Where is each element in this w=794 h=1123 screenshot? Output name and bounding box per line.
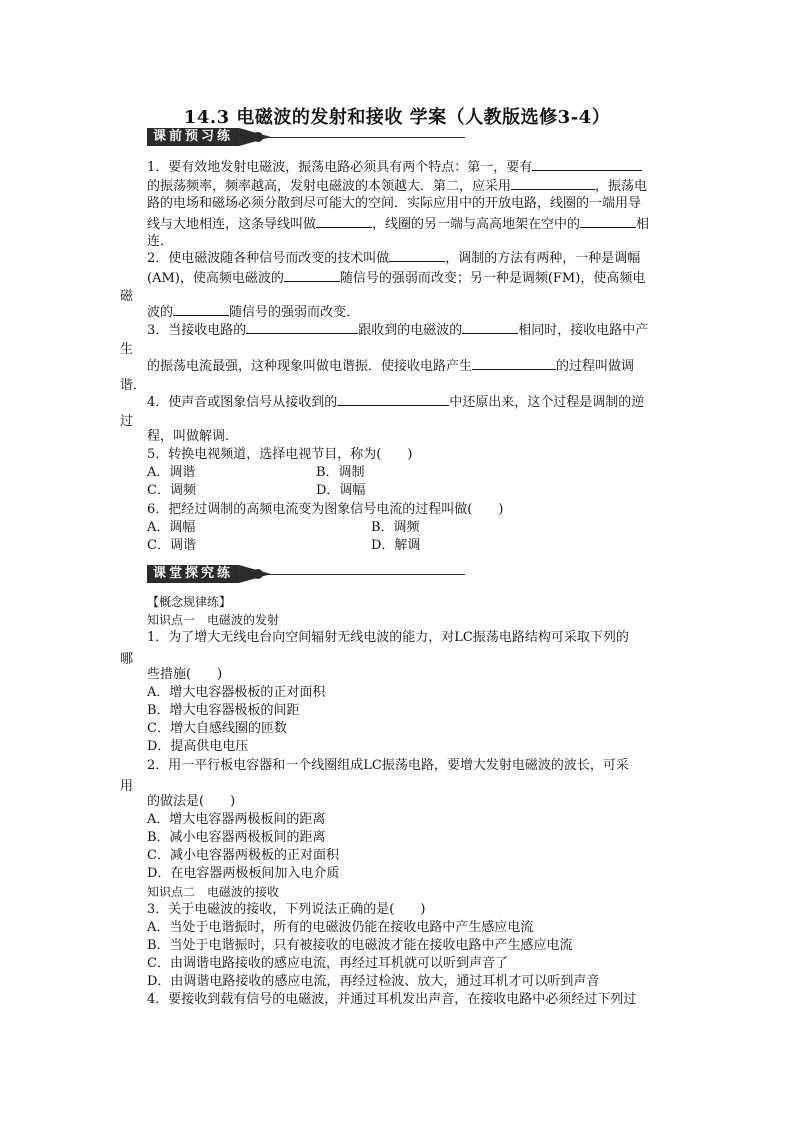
option-d: D．由调谐电路接收的感应电流，再经过检波、放大，通过耳机才可以听到声音 [147,974,600,989]
text-line [147,392,644,412]
wrapped-char: 磁 [120,289,134,304]
section-arrow [239,565,271,583]
text-line [147,356,634,376]
section-label: 课前预习练 [147,128,239,146]
option-c: C．调频 [147,483,196,498]
text-line: 连． [147,234,174,249]
option-a: A．当处于电谐振时，所有的电磁波仍能在接收电路中产生感应电流 [147,920,534,935]
text: 3．当接收电路的 [147,323,247,338]
text: 的过程叫做调 [556,359,635,374]
text-line [147,176,647,196]
option-b: B．减小电容器两极板间的距离 [147,830,326,845]
option-b: B．当处于电谐振时，只有被接收的电磁波才能在接收电路中产生感应电流 [147,938,573,953]
section-header-pre-class [147,128,465,146]
text: 中还原出来，这个过程是调制的逆 [449,395,645,410]
text: 线与大地相连，这条导线叫做 [147,217,317,232]
text-line [147,248,640,268]
option-a: A．增大电容器极板的正对面积 [147,685,326,700]
answer-blank [389,248,445,262]
question-3: 3．关于电磁波的接收，下列说法正确的是( ) [147,902,426,917]
option-b: B．增大电容器极板的间距 [147,703,300,718]
section-rule [265,574,465,575]
section-arrow [239,128,271,146]
option-a: A．调谐 [147,465,196,480]
text-line: 些措施( ) [147,667,223,682]
answer-blank [284,268,340,282]
text: 4．使声音或图象信号从接收到的 [147,395,338,410]
option-d: D．在电容器两极板间加入电介质 [147,866,340,881]
text-line: 的做法是( ) [147,794,236,809]
question-1: 1．为了增大无线电台向空间辐射无线电波的能力，对LC振荡电路结构可采取下列的 [147,630,629,645]
answer-blank [173,302,229,316]
subheading: 【概念规律练】 [147,595,232,609]
question-4: 4．要接收到载有信号的电磁波，并通过耳机发出声音，在接收电路中必须经过下列过 [147,992,637,1007]
option-c: C．由调谐电路接收的感应电流，再经过耳机就可以听到声音了 [147,956,508,971]
wrapped-char: 哪 [120,652,134,667]
text-line [147,320,648,340]
answer-blank [472,356,556,370]
answer-blank [337,392,449,406]
wrapped-char: 用 [120,779,134,794]
text: 1．要有效地发射电磁波，振荡电路必须具有两个特点：第一，要有 [147,160,533,175]
text-line [147,214,649,234]
question-2: 2．用一平行板电容器和一个线圈组成LC振荡电路，要增大发射电磁波的波长，可采 [147,758,629,773]
text: 相 [636,217,650,232]
text: ，振荡电 [595,179,648,194]
question-5: 5．转换电视频道，选择电视节目，称为( ) [147,447,413,462]
option-c: C．减小电容器两极板的正对面积 [147,848,339,863]
text: ，调制的方法有两种，一种是调幅 [445,251,641,266]
text-line [147,157,642,177]
text: 的振荡频率，频率越高，发射电磁波的本领越大．第二，应采用 [147,179,512,194]
text: (AM)，使高频电磁波的 [147,271,284,286]
section-rule [265,137,465,138]
section-label: 课堂探究练 [147,565,239,583]
option-d: D．解调 [371,538,421,553]
text: ，线圈的另一端与高高地架在空中的 [372,217,581,232]
option-c: C．调谐 [147,538,196,553]
section-header-in-class [147,565,465,583]
wrapped-char: 生 [120,342,134,357]
option-d: D．调幅 [316,483,366,498]
text: 相同时，接收电路中产 [518,323,649,338]
answer-blank [511,176,595,190]
option-a: A．增大电容器两极板间的距离 [147,812,326,827]
text: 随信号的强弱而改变． [229,305,360,320]
text: 2．使电磁波随各种信号而改变的技术叫做 [147,251,390,266]
text: 的振荡电流最强，这种现象叫做电谐振．使接收电路产生 [147,359,473,374]
wrapped-char: 过 [120,414,134,429]
text: 波的 [147,305,174,320]
knowledge-point-1: 知识点一 电磁波的发射 [147,613,280,627]
answer-blank [246,320,358,334]
question-6: 6．把经过调制的高频电流变为图象信号电流的过程叫做( ) [147,502,504,517]
answer-blank [462,320,518,334]
answer-blank [316,214,372,228]
answer-blank [580,214,636,228]
text-line: 路的电场和磁场必须分散到尽可能大的空间．实际应用中的开放电路，线圈的一端用导 [147,196,642,211]
page-title: 14.3 电磁波的发射和接收 学案（人教版选修3-4） [183,107,611,128]
text: 跟收到的电磁波的 [358,323,463,338]
option-b: B．调制 [316,465,365,480]
answer-blank [532,157,642,171]
text: 随信号的强弱而改变；另一种是调频(FM)，使高频电 [339,271,646,286]
text-line [147,268,645,288]
text-line [147,302,359,322]
knowledge-point-2: 知识点二 电磁波的接收 [147,885,280,899]
text-line: 程，叫做解调． [147,429,239,444]
option-c: C．增大自感线圈的匝数 [147,721,287,736]
option-d: D．提高供电电压 [147,739,249,754]
option-a: A．调幅 [147,520,196,535]
option-b: B．调频 [371,520,420,535]
wrapped-char: 谐． [120,378,147,393]
